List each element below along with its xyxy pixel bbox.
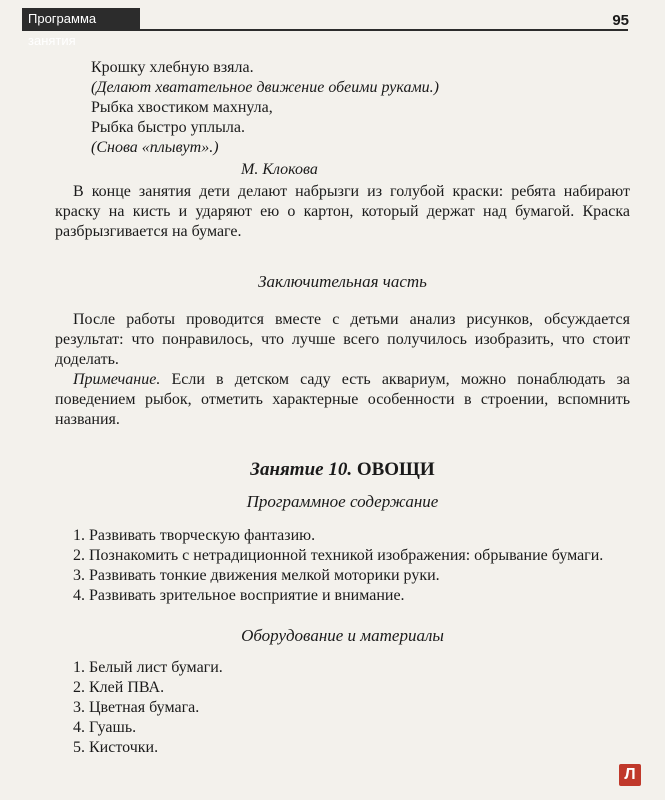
list-item: 4. Гуашь. bbox=[73, 719, 137, 736]
poem-line: Рыбка хвостиком махнула, bbox=[91, 99, 273, 116]
note-label: Примечание. bbox=[73, 371, 161, 388]
poem bbox=[91, 58, 630, 180]
list-item: 1. Развивать творческую фантазию. bbox=[73, 527, 316, 544]
note-text: Если в детском саду есть аквариум, можно понаблюдать за поведением рыбок, отметить характерные особенности в строении, вспомнить названия. bbox=[55, 371, 630, 428]
section-title: Программа занятия bbox=[22, 8, 140, 30]
poem-stage-direction: (Снова «плывут».) bbox=[91, 139, 219, 156]
lesson-topic: ОВОЩИ bbox=[356, 459, 435, 480]
list-item: 2. Познакомить с нетрадиционной техникой изображения: обрывание бумаги. bbox=[73, 547, 604, 564]
list-item: 3. Развивать тонкие движения мелкой моторики руки. bbox=[73, 567, 440, 584]
program-list bbox=[55, 526, 630, 606]
equipment-list bbox=[55, 658, 630, 758]
note-paragraph bbox=[55, 370, 630, 430]
page-number: 95 bbox=[612, 12, 629, 29]
poem-line: Крошку хлебную взяла. bbox=[91, 59, 254, 76]
analysis-paragraph: После работы проводится вместе с детьми анализ рисунков, обсуждается результат: что понравилось, что лучше всего получилось изобразить, что стоит доделать. bbox=[55, 311, 630, 368]
list-item: 5. Кисточки. bbox=[73, 739, 159, 756]
page-content bbox=[55, 58, 630, 758]
poem-author: М. Клокова bbox=[241, 161, 318, 178]
watermark-logo: Л bbox=[619, 764, 641, 786]
list-item: 1. Белый лист бумаги. bbox=[73, 659, 223, 676]
equipment-heading: Оборудование и материалы bbox=[241, 626, 444, 645]
poem-stage-direction: (Делают хватательное движение обеими руками.) bbox=[91, 79, 439, 96]
poem-line: Рыбка быстро уплыла. bbox=[91, 119, 245, 136]
lesson-title bbox=[55, 460, 630, 480]
header-rule bbox=[22, 29, 628, 31]
splash-paragraph: В конце занятия дети делают набрызги из голубой краски: ребята набирают краску на кисть и ударяют ею о картон, который держат над бумагой. Краска разбрызгивается на бумаге. bbox=[55, 183, 630, 240]
list-item: 4. Развивать зрительное восприятие и внимание. bbox=[73, 587, 405, 604]
lesson-number: Занятие 10. bbox=[250, 459, 353, 480]
program-heading: Программное содержание bbox=[246, 492, 439, 511]
final-part-heading: Заключительная часть bbox=[258, 272, 427, 291]
list-item: 3. Цветная бумага. bbox=[73, 699, 200, 716]
page-header bbox=[0, 0, 665, 48]
list-item: 2. Клей ПВА. bbox=[73, 679, 165, 696]
